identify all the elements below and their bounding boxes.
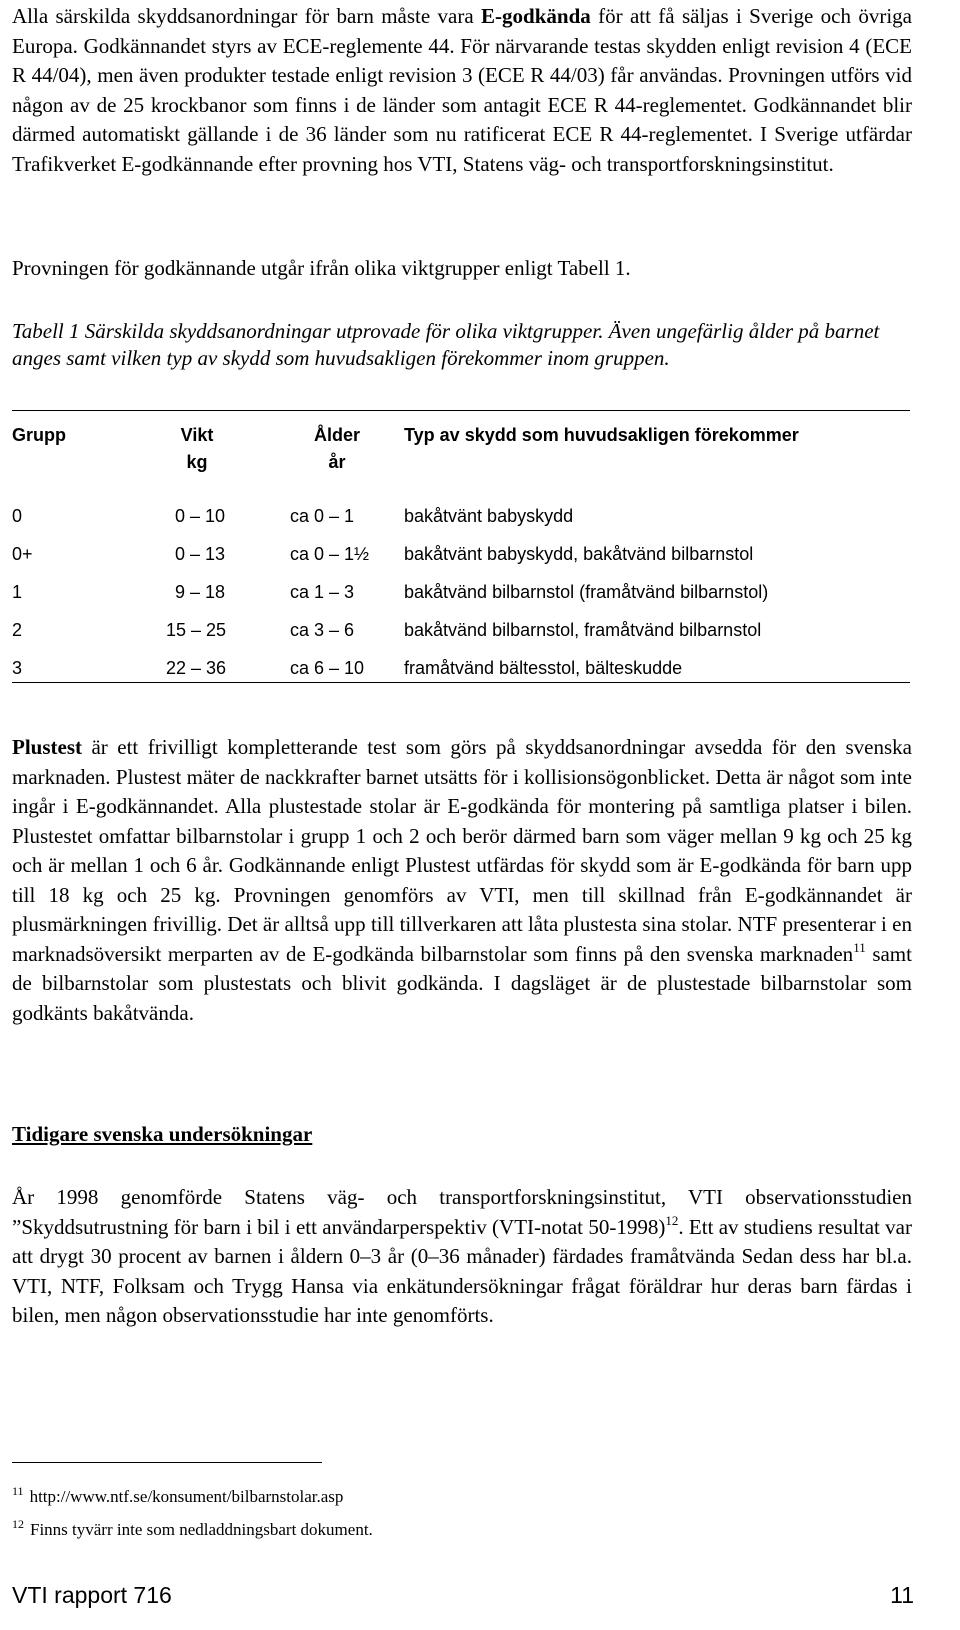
footer-report-name: VTI rapport 716 [12, 1582, 172, 1608]
cell-typ: framåtvänd bältesstol, bälteskudde [404, 658, 683, 678]
footnote-rule [12, 1462, 322, 1463]
paragraph-e-godkannande [12, 2, 912, 179]
paragraph-text: samt de bilbarnstolar som plustestats och blivit godkända. I dagsläget är de plustestade bilbarnstolar som godkänts bakåtvända. [12, 941, 912, 1025]
paragraph-text: . Ett av studiens resultat var att drygt 30 procent av barnen i åldern 0–3 år (0–36 månader) färdades framåtvända Sedan dess har bl.a. VTI, NTF, Folksam och Trygg Hansa via enkätundersökningar frågat föräldrar hur deras barn färdas i bilen, men någon observationsstudie har inte genomförts. [12, 1214, 913, 1327]
table-caption: Tabell 1 Särskilda skyddsanordningar utprovade för olika viktgrupper. Även ungefärlig ålder på barnet anges samt vilken typ av skydd som huvudsakligen förekommer inom gruppen. [12, 319, 880, 370]
paragraph-text: År 1998 genomförde Statens väg- och transportforskningsinstitut, VTI observationsstudien ”Skyddsutrustning för barn i bil i ett användarperspektiv (VTI-notat 50-1998) [12, 1185, 912, 1239]
footnote-text: Finns tyvärr inte som nedladdningsbart dokument. [30, 1520, 373, 1539]
cell-alder: ca 1 – 3 [290, 582, 355, 602]
cell-alder: ca 0 – 1½ [290, 544, 370, 564]
paragraph-text: är ett frivilligt kompletterande test som görs på skyddsanordningar avsedda för den svenska marknaden. Plustest mäter de nackkrafter barnet utsätts för i kollisionsögonblicket. Detta är något som inte ingår i E-godkännandet. Alla plustestade stolar är E-godkända för montering på samtliga platser i bilen. Plustestet omfattar bilbarnstolar i grupp 1 och 2 och berör därmed barn som väger mellan 9 kg och 25 kg och är mellan 1 och 6 år. Godkännande enligt Plustest utfärdas för skydd som är E-godkända för barn upp till 18 kg och 25 kg. Provningen genomförs av VTI, men till skillnad från E-godkännandet är plusmärkningen frivillig. Det är alltså upp till tillverkaren att låta plustesta sina stolar. NTF presenterar i en marknadsöversikt merparten av de E-godkända bilbarnstolar som finns på den svenska marknaden [12, 735, 912, 966]
cell-typ: bakåtvänd bilbarnstol, framåtvänd bilbarnstol [404, 620, 762, 640]
header-alder-label: Ålder [313, 425, 360, 445]
footnote-link[interactable]: http://www.ntf.se/konsument/bilbarnstolar.asp [29, 1487, 344, 1506]
footnote-12 [12, 1519, 373, 1541]
header-alder [297, 422, 377, 476]
cell-grupp: 2 [12, 620, 23, 640]
section-heading: Tidigare svenska undersökningar [12, 1122, 313, 1146]
cell-grupp: 1 [12, 582, 23, 602]
footnote-number: 12 [12, 1517, 24, 1531]
header-alder-unit: år [328, 452, 346, 472]
bold-term: E-godkända [481, 4, 591, 28]
cell-typ: bakåtvänt babyskydd [404, 506, 574, 526]
paragraph-text: för att få säljas i Sverige och övriga Europa. Godkännandet styrs av ECE-reglemente 44. För närvarande testas skydden enligt revision 4 (ECE R 44/04), men även produkter testade enligt revision 3 (ECE R 44/03) får användas. Provningen utförs vid någon av de 25 krockbanor som finns i de länder som antagit ECE R 44-reglementet. Godkännandet blir därmed automatiskt gällande i de 36 länder som nu ratificerat ECE R 44-reglementet. I Sverige utfärdar Trafikverket E-godkännande efter provning hos VTI, Statens väg- och transportforskningsinstitut. [12, 4, 912, 176]
cell-vikt: 0 – 13 [175, 544, 226, 564]
paragraph-text: Alla särskilda skyddsanordningar för barn måste vara [12, 4, 482, 28]
header-vikt-unit: kg [186, 452, 208, 472]
footnote-ref: 11 [853, 939, 866, 955]
cell-grupp: 0 [12, 506, 23, 526]
table-row [12, 541, 910, 571]
header-grupp: Grupp [12, 425, 66, 445]
header-vikt-label: Vikt [180, 425, 214, 445]
cell-alder: ca 6 – 10 [290, 658, 365, 678]
cell-vikt: 0 – 10 [175, 506, 226, 526]
header-typ: Typ av skydd som huvudsakligen förekommer [404, 425, 799, 445]
cell-alder: ca 0 – 1 [290, 506, 355, 526]
cell-vikt: 9 – 18 [175, 582, 226, 602]
cell-grupp: 0+ [12, 544, 33, 564]
table-bottom-rule [12, 682, 910, 683]
paragraph-plustest [12, 733, 912, 1028]
cell-typ: bakåtvänt babyskydd, bakåtvänd bilbarnstol [404, 544, 754, 564]
paragraph-viktgrupper: Provningen för godkännande utgår ifrån olika viktgrupper enligt Tabell 1. [12, 256, 631, 280]
footnote-number: 11 [12, 1484, 24, 1498]
footnote-11 [12, 1486, 343, 1508]
table-row [12, 655, 910, 685]
cell-vikt: 22 – 36 [166, 658, 227, 678]
cell-typ: bakåtvänd bilbarnstol (framåtvänd bilbarnstol) [404, 582, 769, 602]
table-row [12, 617, 910, 647]
table-row [12, 503, 910, 533]
footnote-ref: 12 [665, 1212, 679, 1228]
cell-grupp: 3 [12, 658, 23, 678]
header-vikt [162, 422, 232, 476]
paragraph-previous-studies [12, 1183, 912, 1331]
bold-term: Plustest [12, 735, 82, 759]
table-row [12, 579, 910, 609]
cell-vikt: 15 – 25 [166, 620, 227, 640]
table-top-rule [12, 410, 910, 411]
footer-page-number: 11 [890, 1582, 914, 1608]
cell-alder: ca 3 – 6 [290, 620, 355, 640]
